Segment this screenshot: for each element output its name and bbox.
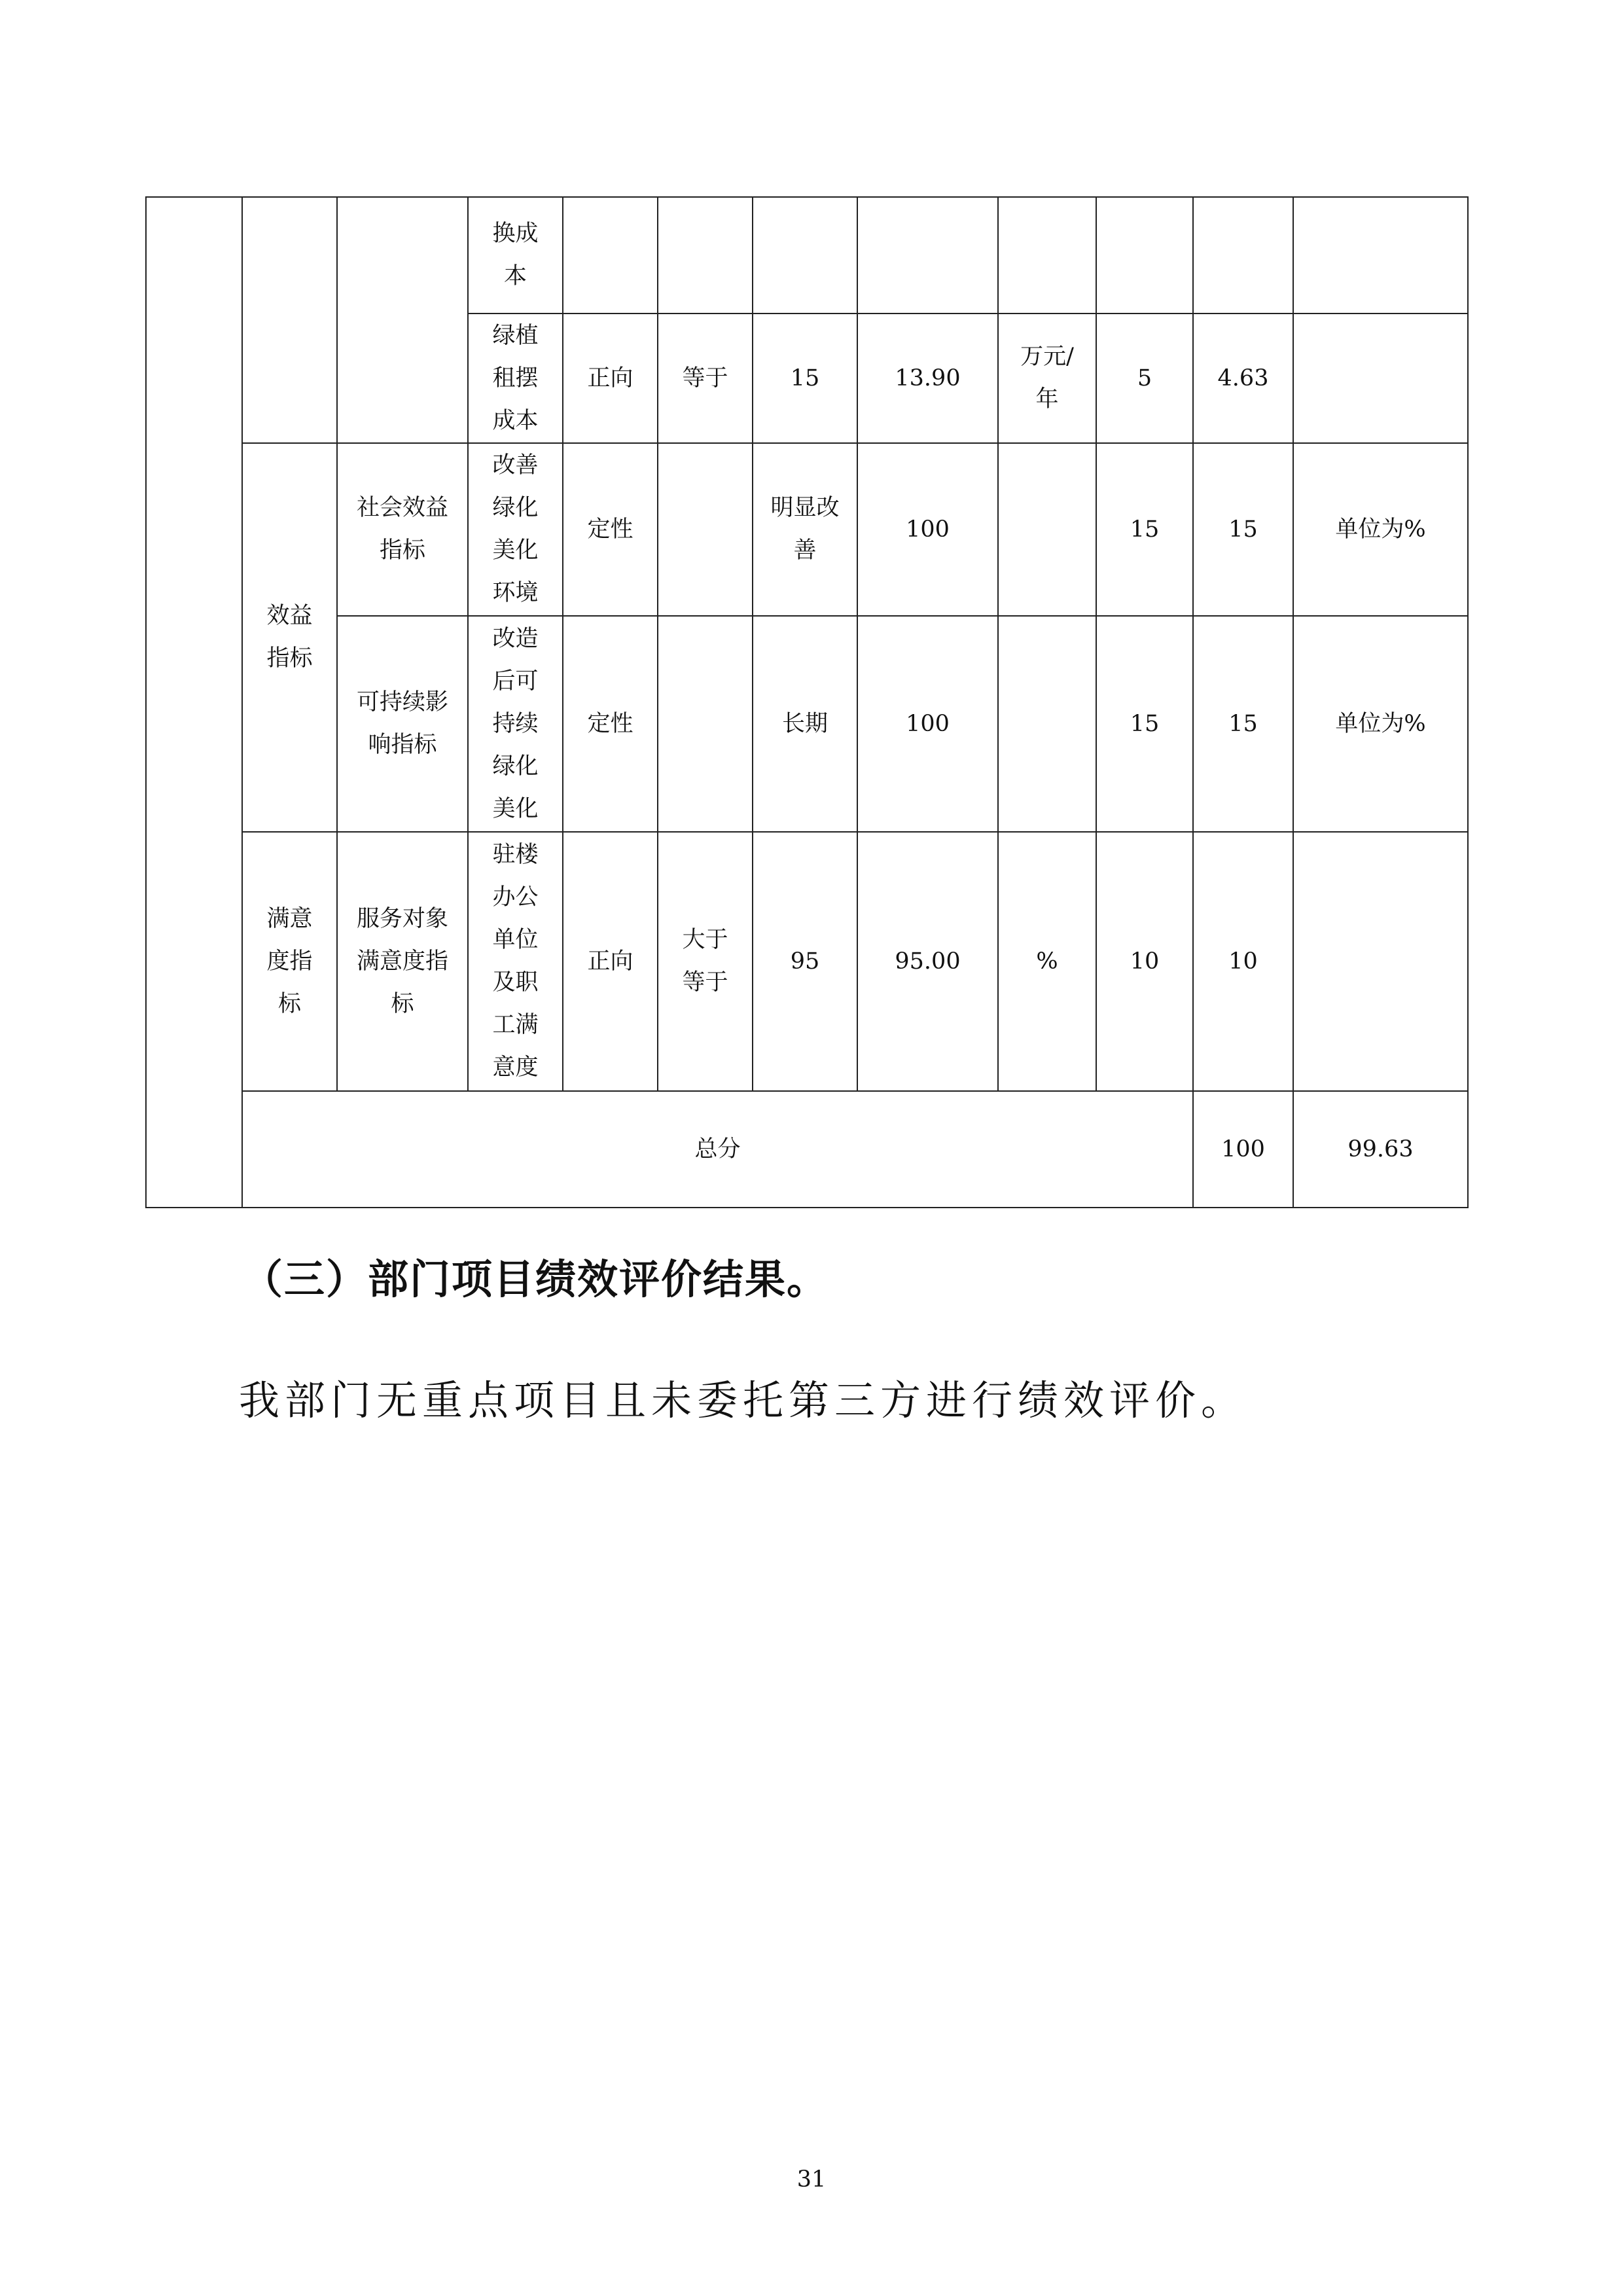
weight-cell: 15 — [1096, 443, 1193, 616]
metric-cell: 换成 本 — [468, 197, 563, 314]
nature-cell: 正向 — [563, 832, 658, 1091]
level3-cell: 可持续影 响指标 — [337, 616, 468, 832]
metric-cell: 驻楼 办公 单位 及职 工满 意度 — [468, 832, 563, 1091]
score-cell: 15 — [1193, 443, 1293, 616]
body-paragraph: 我部门无重点项目且未委托第三方进行绩效评价。 — [239, 1376, 1247, 1424]
score-cell: 15 — [1193, 616, 1293, 832]
target-cell: 15 — [753, 314, 857, 443]
remark-cell: 单位为% — [1293, 443, 1468, 616]
level2-cell: 满意 度指 标 — [242, 832, 337, 1091]
actual-cell — [857, 197, 998, 314]
metric-cell: 绿植 租摆 成本 — [468, 314, 563, 443]
unit-cell: 万元/ 年 — [998, 314, 1096, 443]
level1-cell — [146, 197, 242, 1208]
total-weight: 100 — [1193, 1091, 1293, 1208]
nature-cell: 正向 — [563, 314, 658, 443]
target-cell: 明显改 善 — [753, 443, 857, 616]
actual-cell: 100 — [857, 616, 998, 832]
unit-cell — [998, 443, 1096, 616]
table-row — [146, 832, 1468, 1091]
actual-cell: 13.90 — [857, 314, 998, 443]
level2-cell: 效益 指标 — [242, 443, 337, 832]
unit-cell — [998, 616, 1096, 832]
nature-cell: 定性 — [563, 616, 658, 832]
remark-cell — [1293, 197, 1468, 314]
unit-cell: % — [998, 832, 1096, 1091]
score-cell — [1193, 197, 1293, 314]
score-cell: 10 — [1193, 832, 1293, 1091]
weight-cell: 5 — [1096, 314, 1193, 443]
score-cell: 4.63 — [1193, 314, 1293, 443]
total-row — [146, 1091, 1468, 1208]
weight-cell: 15 — [1096, 616, 1193, 832]
level2-cell — [242, 197, 337, 443]
nature-cell: 定性 — [563, 443, 658, 616]
target-cell: 长期 — [753, 616, 857, 832]
actual-cell: 95.00 — [857, 832, 998, 1091]
table-row — [146, 197, 1468, 314]
metric-cell: 改造 后可 持续 绿化 美化 — [468, 616, 563, 832]
metric-cell: 改善 绿化 美化 环境 — [468, 443, 563, 616]
nature-cell — [563, 197, 658, 314]
remark-cell: 单位为% — [1293, 616, 1468, 832]
operator-cell — [658, 197, 753, 314]
level3-cell: 服务对象 满意度指 标 — [337, 832, 468, 1091]
performance-table — [145, 196, 1469, 1208]
unit-cell — [998, 197, 1096, 314]
remark-cell — [1293, 832, 1468, 1091]
table-row — [146, 616, 1468, 832]
level3-cell — [337, 197, 468, 443]
weight-cell — [1096, 197, 1193, 314]
operator-cell: 等于 — [658, 314, 753, 443]
target-cell: 95 — [753, 832, 857, 1091]
page-number: 31 — [796, 2166, 827, 2193]
section-heading: （三）部门项目绩效评价结果。 — [242, 1255, 829, 1303]
target-cell — [753, 197, 857, 314]
operator-cell — [658, 443, 753, 616]
actual-cell: 100 — [857, 443, 998, 616]
operator-cell: 大于 等于 — [658, 832, 753, 1091]
weight-cell: 10 — [1096, 832, 1193, 1091]
total-score: 99.63 — [1293, 1091, 1468, 1208]
level3-cell: 社会效益 指标 — [337, 443, 468, 616]
operator-cell — [658, 616, 753, 832]
table-row — [146, 443, 1468, 616]
total-label: 总分 — [242, 1091, 1193, 1208]
remark-cell — [1293, 314, 1468, 443]
